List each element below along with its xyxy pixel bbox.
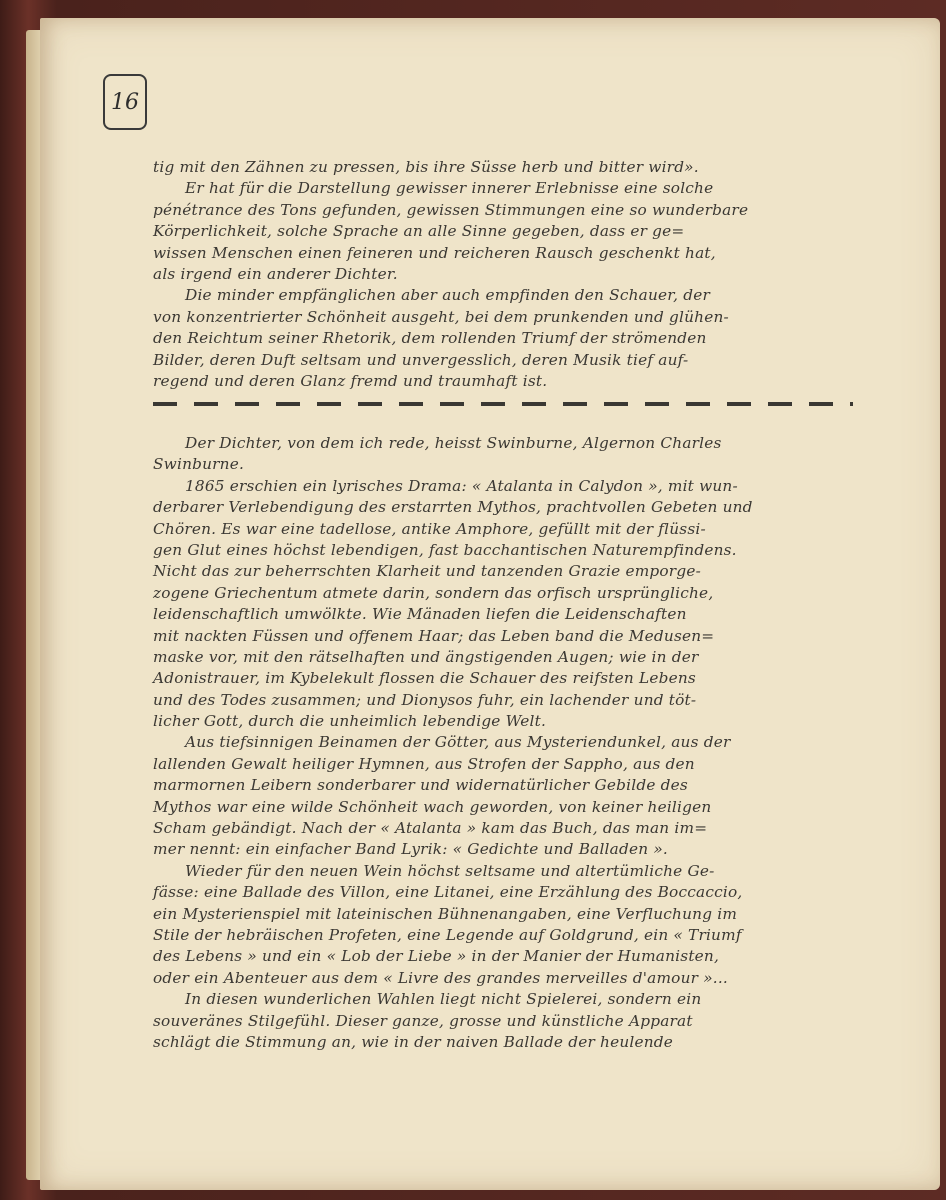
text-line: Die minder empfänglichen aber auch empfinden den Schauer, der: [185, 286, 710, 305]
text-line: Mythos war eine wilde Schönheit wach geworden, von keiner heiligen: [153, 797, 712, 816]
text-line: leidenschaftlich umwölkte. Wie Mänaden liefen die Leidenschaften: [153, 605, 687, 624]
text-line: den Reichtum seiner Rhetorik, dem rollenden Triumf der strömenden: [153, 329, 707, 348]
text-line: marmornen Leibern sonderbarer und widernatürlicher Gebilde des: [153, 776, 688, 795]
text-section-one: [153, 157, 866, 392]
text-line: gen Glut eines höchst lebendigen, fast bacchantischen Naturempfindens.: [153, 540, 737, 559]
text-line: Wieder für den neuen Wein höchst seltsame und altertümliche Ge-: [185, 861, 715, 880]
text-line: Scham gebändigt. Nach der « Atalanta » kam das Buch, das man im=: [153, 819, 708, 838]
dashed-divider: [153, 402, 853, 406]
text-line: 1865 erschien ein lyrisches Drama: « Atalanta in Calydon », mit wun-: [185, 476, 738, 495]
text-line: Chören. Es war eine tadellose, antike Amphore, gefüllt mit der flüssi-: [153, 519, 706, 538]
text-line: und des Todes zusammen; und Dionysos fuhr, ein lachender und töt-: [153, 690, 697, 709]
text-section-two: [153, 433, 866, 1053]
text-line: Aus tiefsinnigen Beinamen der Götter, aus Mysteriendunkel, aus der: [185, 733, 731, 752]
text-line: souveränes Stilgefühl. Dieser ganze, grosse und künstliche Apparat: [153, 1011, 693, 1030]
text-line: Körperlichkeit, solche Sprache an alle Sinne gegeben, dass er ge=: [153, 222, 685, 241]
text-line: schlägt die Stimmung an, wie in der naiven Ballade der heulende: [153, 1032, 674, 1051]
text-line: mit nackten Füssen und offenem Haar; das Leben band die Medusen=: [153, 626, 715, 645]
text-line: Adonistrauer, im Kybelekult flossen die Schauer des reifsten Lebens: [153, 669, 696, 688]
page-number: 16: [103, 74, 147, 130]
text-line: regend und deren Glanz fremd und traumhaft ist.: [153, 371, 548, 390]
text-line: In diesen wunderlichen Wahlen liegt nicht Spielerei, sondern ein: [185, 990, 702, 1009]
text-line: Er hat für die Darstellung gewisser innerer Erlebnisse eine solche: [185, 179, 714, 198]
text-line: oder ein Abenteuer aus dem « Livre des grandes merveilles d'amour »...: [153, 968, 728, 987]
text-line: des Lebens » und ein « Lob der Liebe » in der Manier der Humanisten,: [153, 947, 720, 966]
text-line: licher Gott, durch die unheimlich lebendige Welt.: [153, 712, 547, 731]
text-line: ein Mysterienspiel mit lateinischen Bühnenangaben, eine Verfluchung im: [153, 904, 738, 923]
text-line: lallenden Gewalt heiliger Hymnen, aus Strofen der Sappho, aus den: [153, 754, 695, 773]
text-line: pénétrance des Tons gefunden, gewissen Stimmungen eine so wunderbare: [153, 200, 749, 219]
text-line: maske vor, mit den rätselhaften und ängstigenden Augen; wie in der: [153, 647, 699, 666]
text-line: fässe: eine Ballade des Villon, eine Litanei, eine Erzählung des Boccaccio,: [153, 883, 743, 902]
text-line: tig mit den Zähnen zu pressen, bis ihre Süsse herb und bitter wird».: [153, 158, 699, 176]
text-line: wissen Menschen einen feineren und reicheren Rausch geschenkt hat,: [153, 243, 716, 262]
text-line: derbarer Verlebendigung des erstarrten Mythos, prachtvollen Gebeten und: [153, 498, 753, 517]
text-line: zogene Griechentum atmete darin, sondern das orfisch ursprüngliche,: [153, 583, 714, 602]
text-line: Stile der hebräischen Profeten, eine Legende auf Goldgrund, ein « Triumf: [153, 925, 742, 944]
text-line: mer nennt: ein einfacher Band Lyrik: « Gedichte und Balladen ».: [153, 840, 668, 859]
text-line: Der Dichter, von dem ich rede, heisst Swinburne, Algernon Charles: [185, 434, 722, 452]
text-line: von konzentrierter Schönheit ausgeht, bei dem prunkenden und glühen-: [153, 307, 729, 326]
text-line: Bilder, deren Duft seltsam und unvergesslich, deren Musik tief auf-: [153, 350, 689, 369]
text-line: als irgend ein anderer Dichter.: [153, 264, 398, 283]
text-line: Swinburne.: [153, 455, 245, 474]
text-line: Nicht das zur beherrschten Klarheit und tanzenden Grazie emporge-: [153, 562, 701, 581]
